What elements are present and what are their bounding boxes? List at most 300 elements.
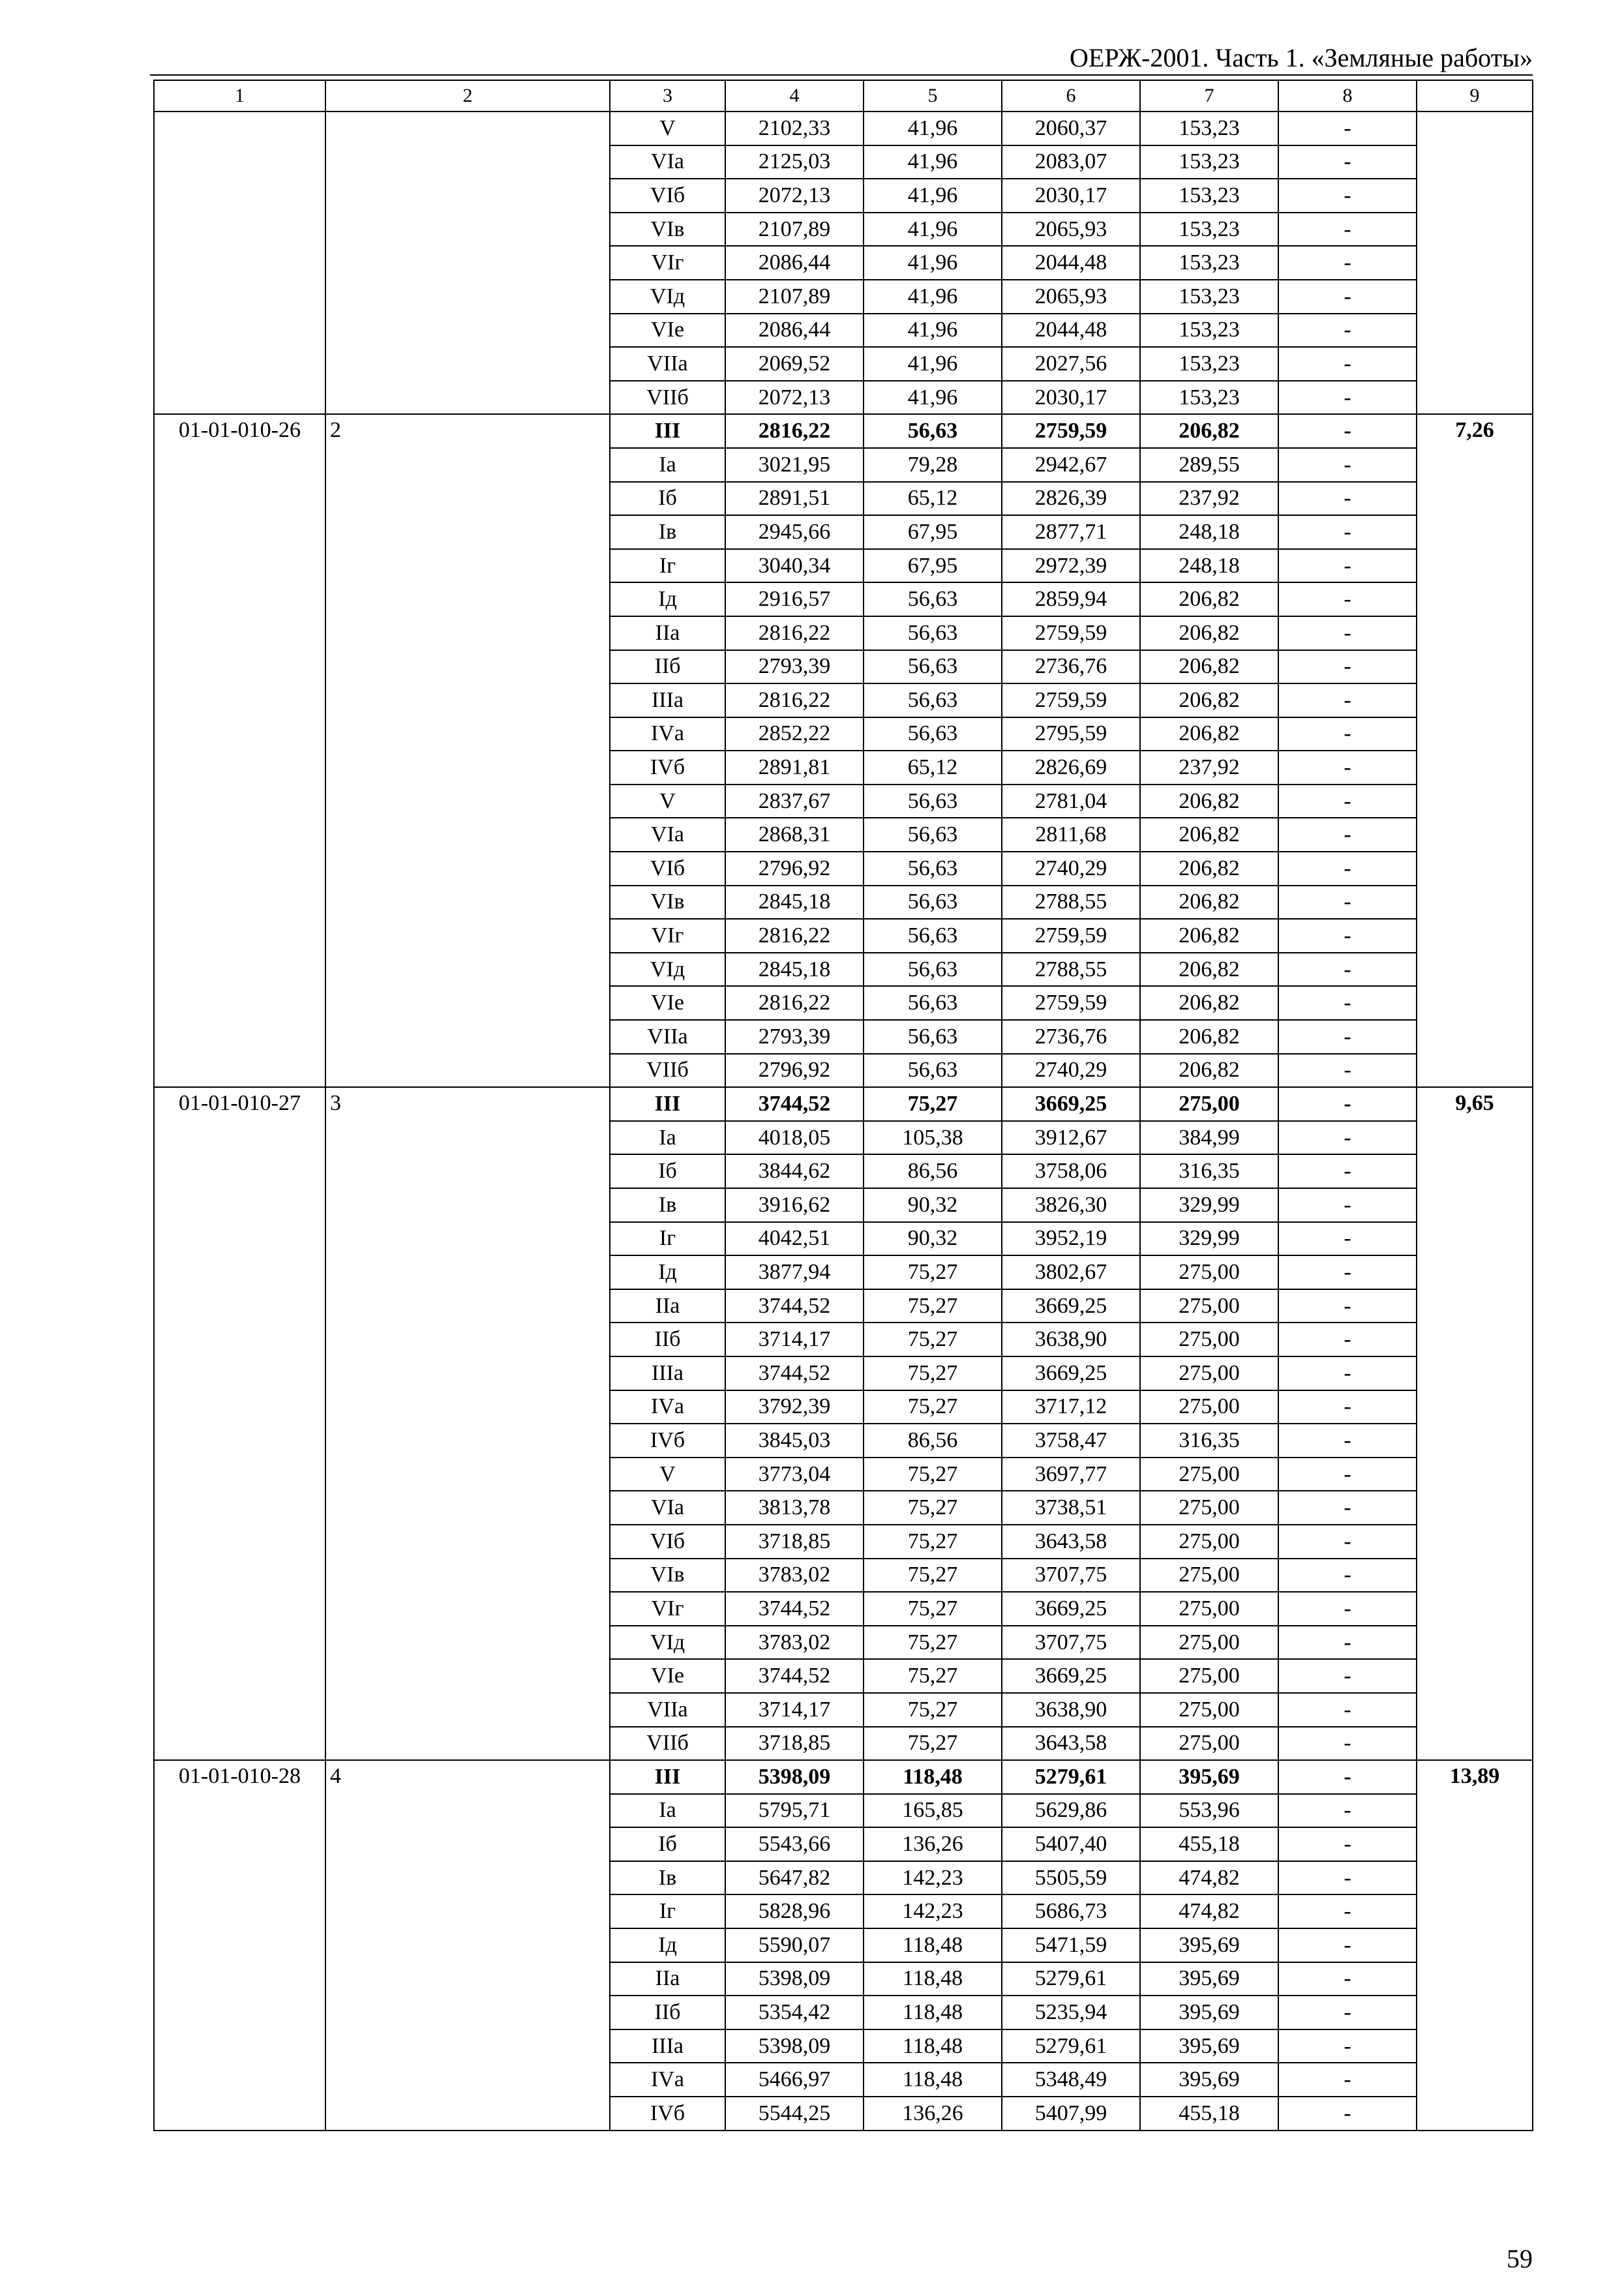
driver-wage-cell: 275,00 <box>1140 1525 1278 1559</box>
column-number: 4 <box>725 80 864 112</box>
driver-wage-cell: 275,00 <box>1140 1356 1278 1390</box>
rate-name-cell: 3 <box>325 1087 610 1760</box>
ground-group-cell: VIа <box>610 145 725 179</box>
machine-cost-cell: 2759,59 <box>1002 919 1140 953</box>
column-number: 5 <box>864 80 1002 112</box>
driver-wage-cell: 248,18 <box>1140 549 1278 583</box>
materials-cost-cell: - <box>1278 515 1417 549</box>
total-cost-cell: 3783,02 <box>725 1626 864 1660</box>
ground-group-cell: VIа <box>610 818 725 852</box>
materials-cost-cell: - <box>1278 347 1417 381</box>
labor-cost-cell: 67,95 <box>864 515 1002 549</box>
ground-group-cell: VIIа <box>610 1020 725 1054</box>
driver-wage-cell: 275,00 <box>1140 1693 1278 1727</box>
machine-cost-cell: 3802,67 <box>1002 1255 1140 1289</box>
machine-cost-cell: 2736,76 <box>1002 650 1140 684</box>
total-cost-cell: 3744,52 <box>725 1289 864 1323</box>
labor-cost-cell: 41,96 <box>864 179 1002 213</box>
driver-wage-cell: 237,92 <box>1140 482 1278 516</box>
total-cost-cell: 3916,62 <box>725 1188 864 1222</box>
machine-cost-cell: 2065,93 <box>1002 280 1140 314</box>
materials-cost-cell: - <box>1278 717 1417 751</box>
machine-cost-cell: 2811,68 <box>1002 818 1140 852</box>
driver-wage-cell: 206,82 <box>1140 414 1278 448</box>
labor-cost-cell: 56,63 <box>864 818 1002 852</box>
materials-cost-cell: - <box>1278 381 1417 415</box>
machine-cost-cell: 2027,56 <box>1002 347 1140 381</box>
total-cost-cell: 2816,22 <box>725 683 864 717</box>
machine-cost-cell: 2759,59 <box>1002 616 1140 650</box>
ground-group-cell: III <box>610 1760 725 1794</box>
machine-cost-cell: 2044,48 <box>1002 314 1140 348</box>
total-cost-cell: 4018,05 <box>725 1121 864 1155</box>
driver-wage-cell: 455,18 <box>1140 2097 1278 2131</box>
ground-group-cell: VIе <box>610 1659 725 1693</box>
driver-wage-cell: 275,00 <box>1140 1390 1278 1424</box>
labor-cost-cell: 56,63 <box>864 1054 1002 1088</box>
total-cost-cell: 3744,52 <box>725 1659 864 1693</box>
page-header-title: ОЕРЖ-2001. Часть 1. «Земляные работы» <box>1070 43 1533 72</box>
column-number: 9 <box>1417 80 1533 112</box>
machine-cost-cell: 3758,06 <box>1002 1154 1140 1188</box>
total-cost-cell: 2069,52 <box>725 347 864 381</box>
materials-cost-cell: - <box>1278 1559 1417 1593</box>
machine-cost-cell: 3912,67 <box>1002 1121 1140 1155</box>
labor-cost-cell: 118,48 <box>864 2063 1002 2097</box>
ground-group-cell: VIд <box>610 953 725 987</box>
labor-cost-cell: 165,85 <box>864 1794 1002 1828</box>
column-number-row <box>154 80 1533 112</box>
labor-hours-cell: 7,26 <box>1417 414 1533 1087</box>
driver-wage-cell: 153,23 <box>1140 246 1278 280</box>
labor-cost-cell: 75,27 <box>864 1255 1002 1289</box>
machine-cost-cell: 5407,99 <box>1002 2097 1140 2131</box>
ground-group-cell: Iа <box>610 1794 725 1828</box>
table-row <box>154 112 1533 145</box>
machine-cost-cell: 5279,61 <box>1002 1760 1140 1794</box>
driver-wage-cell: 275,00 <box>1140 1491 1278 1525</box>
machine-cost-cell: 5407,40 <box>1002 1827 1140 1861</box>
total-cost-cell: 2107,89 <box>725 280 864 314</box>
total-cost-cell: 2793,39 <box>725 650 864 684</box>
total-cost-cell: 2816,22 <box>725 919 864 953</box>
materials-cost-cell: - <box>1278 886 1417 920</box>
ground-group-cell: V <box>610 112 725 145</box>
ground-group-cell: VIв <box>610 886 725 920</box>
ground-group-cell: IVб <box>610 2097 725 2131</box>
total-cost-cell: 2852,22 <box>725 717 864 751</box>
total-cost-cell: 2793,39 <box>725 1020 864 1054</box>
materials-cost-cell: - <box>1278 1121 1417 1155</box>
materials-cost-cell: - <box>1278 953 1417 987</box>
price-table <box>153 80 1533 2131</box>
price-table-body <box>154 80 1533 2131</box>
labor-cost-cell: 90,32 <box>864 1222 1002 1256</box>
driver-wage-cell: 275,00 <box>1140 1289 1278 1323</box>
materials-cost-cell: - <box>1278 1020 1417 1054</box>
ground-group-cell: VIIб <box>610 1054 725 1088</box>
ground-group-cell: IVб <box>610 751 725 785</box>
rate-name-cell <box>325 112 610 414</box>
driver-wage-cell: 206,82 <box>1140 986 1278 1020</box>
ground-group-cell: VIIб <box>610 1727 725 1761</box>
materials-cost-cell: - <box>1278 179 1417 213</box>
materials-cost-cell: - <box>1278 549 1417 583</box>
column-number: 8 <box>1278 80 1417 112</box>
materials-cost-cell: - <box>1278 1491 1417 1525</box>
ground-group-cell: Iа <box>610 1121 725 1155</box>
materials-cost-cell: - <box>1278 246 1417 280</box>
column-number: 2 <box>325 80 610 112</box>
driver-wage-cell: 275,00 <box>1140 1659 1278 1693</box>
labor-cost-cell: 75,27 <box>864 1659 1002 1693</box>
column-number: 1 <box>154 80 325 112</box>
ground-group-cell: VIIа <box>610 1693 725 1727</box>
labor-cost-cell: 75,27 <box>864 1289 1002 1323</box>
materials-cost-cell: - <box>1278 1693 1417 1727</box>
labor-hours-cell <box>1417 112 1533 414</box>
machine-cost-cell: 3707,75 <box>1002 1559 1140 1593</box>
driver-wage-cell: 275,00 <box>1140 1087 1278 1121</box>
materials-cost-cell: - <box>1278 1727 1417 1761</box>
ground-group-cell: VIв <box>610 1559 725 1593</box>
labor-cost-cell: 41,96 <box>864 112 1002 145</box>
materials-cost-cell: - <box>1278 448 1417 482</box>
driver-wage-cell: 275,00 <box>1140 1592 1278 1626</box>
materials-cost-cell: - <box>1278 1928 1417 1962</box>
driver-wage-cell: 206,82 <box>1140 1020 1278 1054</box>
total-cost-cell: 5543,66 <box>725 1827 864 1861</box>
driver-wage-cell: 316,35 <box>1140 1424 1278 1458</box>
ground-group-cell: Iб <box>610 482 725 516</box>
total-cost-cell: 4042,51 <box>725 1222 864 1256</box>
materials-cost-cell: - <box>1278 1255 1417 1289</box>
machine-cost-cell: 3669,25 <box>1002 1592 1140 1626</box>
ground-group-cell: Iв <box>610 1188 725 1222</box>
materials-cost-cell: - <box>1278 751 1417 785</box>
rate-code-cell: 01-01-010-28 <box>154 1760 325 2131</box>
labor-hours-cell: 9,65 <box>1417 1087 1533 1760</box>
labor-cost-cell: 118,48 <box>864 1962 1002 1996</box>
materials-cost-cell: - <box>1278 1626 1417 1660</box>
driver-wage-cell: 206,82 <box>1140 717 1278 751</box>
materials-cost-cell: - <box>1278 852 1417 886</box>
materials-cost-cell: - <box>1278 1794 1417 1828</box>
ground-group-cell: VIб <box>610 179 725 213</box>
driver-wage-cell: 289,55 <box>1140 448 1278 482</box>
labor-cost-cell: 41,96 <box>864 314 1002 348</box>
ground-group-cell: IVа <box>610 1390 725 1424</box>
ground-group-cell: Iг <box>610 549 725 583</box>
ground-group-cell: IIб <box>610 650 725 684</box>
driver-wage-cell: 206,82 <box>1140 616 1278 650</box>
total-cost-cell: 5354,42 <box>725 1996 864 2029</box>
driver-wage-cell: 153,23 <box>1140 280 1278 314</box>
total-cost-cell: 2102,33 <box>725 112 864 145</box>
labor-cost-cell: 41,96 <box>864 381 1002 415</box>
labor-cost-cell: 136,26 <box>864 2097 1002 2131</box>
machine-cost-cell: 2788,55 <box>1002 886 1140 920</box>
labor-cost-cell: 75,27 <box>864 1356 1002 1390</box>
labor-cost-cell: 67,95 <box>864 549 1002 583</box>
labor-cost-cell: 41,96 <box>864 213 1002 247</box>
rate-code-cell: 01-01-010-26 <box>154 414 325 1087</box>
labor-cost-cell: 75,27 <box>864 1323 1002 1356</box>
total-cost-cell: 5544,25 <box>725 2097 864 2131</box>
ground-group-cell: Iв <box>610 515 725 549</box>
labor-cost-cell: 56,63 <box>864 1020 1002 1054</box>
driver-wage-cell: 275,00 <box>1140 1458 1278 1491</box>
ground-group-cell: V <box>610 1458 725 1491</box>
machine-cost-cell: 3952,19 <box>1002 1222 1140 1256</box>
driver-wage-cell: 395,69 <box>1140 1928 1278 1962</box>
materials-cost-cell: - <box>1278 1996 1417 2029</box>
materials-cost-cell: - <box>1278 818 1417 852</box>
machine-cost-cell: 2826,39 <box>1002 482 1140 516</box>
driver-wage-cell: 206,82 <box>1140 886 1278 920</box>
total-cost-cell: 5466,97 <box>725 2063 864 2097</box>
machine-cost-cell: 2795,59 <box>1002 717 1140 751</box>
machine-cost-cell: 5686,73 <box>1002 1894 1140 1928</box>
ground-group-cell: VIе <box>610 986 725 1020</box>
labor-cost-cell: 41,96 <box>864 246 1002 280</box>
materials-cost-cell: - <box>1278 1458 1417 1491</box>
machine-cost-cell: 2044,48 <box>1002 246 1140 280</box>
labor-cost-cell: 142,23 <box>864 1894 1002 1928</box>
machine-cost-cell: 3643,58 <box>1002 1525 1140 1559</box>
ground-group-cell: VIг <box>610 246 725 280</box>
total-cost-cell: 5795,71 <box>725 1794 864 1828</box>
total-cost-cell: 2837,67 <box>725 785 864 818</box>
total-cost-cell: 3744,52 <box>725 1087 864 1121</box>
driver-wage-cell: 206,82 <box>1140 582 1278 616</box>
ground-group-cell: VIг <box>610 919 725 953</box>
total-cost-cell: 2086,44 <box>725 314 864 348</box>
labor-cost-cell: 56,63 <box>864 785 1002 818</box>
machine-cost-cell: 3643,58 <box>1002 1727 1140 1761</box>
ground-group-cell: Iг <box>610 1894 725 1928</box>
labor-cost-cell: 65,12 <box>864 482 1002 516</box>
rate-code-cell: 01-01-010-27 <box>154 1087 325 1760</box>
ground-group-cell: VIб <box>610 1525 725 1559</box>
machine-cost-cell: 3638,90 <box>1002 1693 1140 1727</box>
machine-cost-cell: 5279,61 <box>1002 2029 1140 2063</box>
machine-cost-cell: 5471,59 <box>1002 1928 1140 1962</box>
labor-cost-cell: 75,27 <box>864 1525 1002 1559</box>
driver-wage-cell: 153,23 <box>1140 213 1278 247</box>
driver-wage-cell: 395,69 <box>1140 2029 1278 2063</box>
labor-cost-cell: 56,63 <box>864 886 1002 920</box>
total-cost-cell: 2816,22 <box>725 414 864 448</box>
labor-cost-cell: 41,96 <box>864 280 1002 314</box>
materials-cost-cell: - <box>1278 650 1417 684</box>
materials-cost-cell: - <box>1278 414 1417 448</box>
driver-wage-cell: 206,82 <box>1140 953 1278 987</box>
materials-cost-cell: - <box>1278 1356 1417 1390</box>
table-row <box>154 1760 1533 1794</box>
table-row <box>154 1087 1533 1121</box>
ground-group-cell: VIа <box>610 1491 725 1525</box>
labor-cost-cell: 56,63 <box>864 717 1002 751</box>
materials-cost-cell: - <box>1278 1525 1417 1559</box>
total-cost-cell: 5398,09 <box>725 1760 864 1794</box>
ground-group-cell: Iв <box>610 1861 725 1895</box>
ground-group-cell: IVб <box>610 1424 725 1458</box>
materials-cost-cell: - <box>1278 785 1417 818</box>
total-cost-cell: 2072,13 <box>725 381 864 415</box>
total-cost-cell: 2072,13 <box>725 179 864 213</box>
driver-wage-cell: 329,99 <box>1140 1188 1278 1222</box>
total-cost-cell: 5828,96 <box>725 1894 864 1928</box>
ground-group-cell: VIб <box>610 852 725 886</box>
materials-cost-cell: - <box>1278 1760 1417 1794</box>
materials-cost-cell: - <box>1278 1289 1417 1323</box>
ground-group-cell: VIIа <box>610 347 725 381</box>
total-cost-cell: 2816,22 <box>725 616 864 650</box>
labor-cost-cell: 75,27 <box>864 1727 1002 1761</box>
ground-group-cell: VIд <box>610 1626 725 1660</box>
total-cost-cell: 3021,95 <box>725 448 864 482</box>
rate-name-cell: 2 <box>325 414 610 1087</box>
total-cost-cell: 5398,09 <box>725 2029 864 2063</box>
total-cost-cell: 5647,82 <box>725 1861 864 1895</box>
machine-cost-cell: 2781,04 <box>1002 785 1140 818</box>
ground-group-cell: VIе <box>610 314 725 348</box>
labor-cost-cell: 118,48 <box>864 1996 1002 2029</box>
total-cost-cell: 2796,92 <box>725 1054 864 1088</box>
machine-cost-cell: 2759,59 <box>1002 986 1140 1020</box>
driver-wage-cell: 553,96 <box>1140 1794 1278 1828</box>
ground-group-cell: VIIб <box>610 381 725 415</box>
machine-cost-cell: 2788,55 <box>1002 953 1140 987</box>
ground-group-cell: IIа <box>610 1962 725 1996</box>
labor-cost-cell: 75,27 <box>864 1458 1002 1491</box>
labor-cost-cell: 75,27 <box>864 1626 1002 1660</box>
ground-group-cell: Iд <box>610 582 725 616</box>
driver-wage-cell: 248,18 <box>1140 515 1278 549</box>
materials-cost-cell: - <box>1278 314 1417 348</box>
ground-group-cell: IIIа <box>610 2029 725 2063</box>
labor-cost-cell: 75,27 <box>864 1559 1002 1593</box>
machine-cost-cell: 3669,25 <box>1002 1087 1140 1121</box>
driver-wage-cell: 275,00 <box>1140 1727 1278 1761</box>
machine-cost-cell: 3717,12 <box>1002 1390 1140 1424</box>
ground-group-cell: IVа <box>610 717 725 751</box>
driver-wage-cell: 206,82 <box>1140 683 1278 717</box>
labor-cost-cell: 86,56 <box>864 1154 1002 1188</box>
ground-group-cell: Iг <box>610 1222 725 1256</box>
labor-cost-cell: 118,48 <box>864 1760 1002 1794</box>
driver-wage-cell: 395,69 <box>1140 2063 1278 2097</box>
machine-cost-cell: 5505,59 <box>1002 1861 1140 1895</box>
machine-cost-cell: 2942,67 <box>1002 448 1140 482</box>
machine-cost-cell: 2877,71 <box>1002 515 1140 549</box>
column-number: 7 <box>1140 80 1278 112</box>
labor-cost-cell: 41,96 <box>864 347 1002 381</box>
materials-cost-cell: - <box>1278 1222 1417 1256</box>
labor-cost-cell: 56,63 <box>864 683 1002 717</box>
materials-cost-cell: - <box>1278 1424 1417 1458</box>
driver-wage-cell: 474,82 <box>1140 1894 1278 1928</box>
machine-cost-cell: 2826,69 <box>1002 751 1140 785</box>
ground-group-cell: IVа <box>610 2063 725 2097</box>
machine-cost-cell: 2030,17 <box>1002 179 1140 213</box>
materials-cost-cell: - <box>1278 683 1417 717</box>
ground-group-cell: IIа <box>610 616 725 650</box>
labor-cost-cell: 90,32 <box>864 1188 1002 1222</box>
labor-cost-cell: 75,27 <box>864 1390 1002 1424</box>
total-cost-cell: 3813,78 <box>725 1491 864 1525</box>
ground-group-cell: III <box>610 414 725 448</box>
total-cost-cell: 2125,03 <box>725 145 864 179</box>
ground-group-cell: IIIа <box>610 683 725 717</box>
labor-cost-cell: 56,63 <box>864 616 1002 650</box>
labor-cost-cell: 56,63 <box>864 414 1002 448</box>
labor-cost-cell: 79,28 <box>864 448 1002 482</box>
total-cost-cell: 2891,51 <box>725 482 864 516</box>
total-cost-cell: 2107,89 <box>725 213 864 247</box>
header-divider <box>150 74 1533 76</box>
materials-cost-cell: - <box>1278 616 1417 650</box>
labor-cost-cell: 86,56 <box>864 1424 1002 1458</box>
materials-cost-cell: - <box>1278 1962 1417 1996</box>
driver-wage-cell: 206,82 <box>1140 852 1278 886</box>
machine-cost-cell: 3707,75 <box>1002 1626 1140 1660</box>
ground-group-cell: IIб <box>610 1323 725 1356</box>
machine-cost-cell: 2740,29 <box>1002 1054 1140 1088</box>
total-cost-cell: 5590,07 <box>725 1928 864 1962</box>
machine-cost-cell: 2030,17 <box>1002 381 1140 415</box>
machine-cost-cell: 5629,86 <box>1002 1794 1140 1828</box>
ground-group-cell: III <box>610 1087 725 1121</box>
driver-wage-cell: 153,23 <box>1140 314 1278 348</box>
labor-cost-cell: 136,26 <box>864 1827 1002 1861</box>
driver-wage-cell: 384,99 <box>1140 1121 1278 1155</box>
driver-wage-cell: 153,23 <box>1140 145 1278 179</box>
labor-cost-cell: 56,63 <box>864 650 1002 684</box>
materials-cost-cell: - <box>1278 1659 1417 1693</box>
column-number: 6 <box>1002 80 1140 112</box>
ground-group-cell: VIд <box>610 280 725 314</box>
machine-cost-cell: 5279,61 <box>1002 1962 1140 1996</box>
labor-cost-cell: 75,27 <box>864 1693 1002 1727</box>
total-cost-cell: 3792,39 <box>725 1390 864 1424</box>
machine-cost-cell: 2740,29 <box>1002 852 1140 886</box>
driver-wage-cell: 206,82 <box>1140 1054 1278 1088</box>
machine-cost-cell: 5235,94 <box>1002 1996 1140 2029</box>
labor-cost-cell: 142,23 <box>864 1861 1002 1895</box>
machine-cost-cell: 2972,39 <box>1002 549 1140 583</box>
materials-cost-cell: - <box>1278 112 1417 145</box>
total-cost-cell: 3718,85 <box>725 1727 864 1761</box>
driver-wage-cell: 206,82 <box>1140 650 1278 684</box>
labor-cost-cell: 56,63 <box>864 919 1002 953</box>
materials-cost-cell: - <box>1278 1054 1417 1088</box>
ground-group-cell: IIб <box>610 1996 725 2029</box>
driver-wage-cell: 153,23 <box>1140 112 1278 145</box>
ground-group-cell: V <box>610 785 725 818</box>
ground-group-cell: Iд <box>610 1255 725 1289</box>
machine-cost-cell: 2060,37 <box>1002 112 1140 145</box>
materials-cost-cell: - <box>1278 280 1417 314</box>
labor-cost-cell: 105,38 <box>864 1121 1002 1155</box>
materials-cost-cell: - <box>1278 1592 1417 1626</box>
machine-cost-cell: 2759,59 <box>1002 683 1140 717</box>
materials-cost-cell: - <box>1278 2097 1417 2131</box>
materials-cost-cell: - <box>1278 145 1417 179</box>
driver-wage-cell: 237,92 <box>1140 751 1278 785</box>
total-cost-cell: 5398,09 <box>725 1962 864 1996</box>
